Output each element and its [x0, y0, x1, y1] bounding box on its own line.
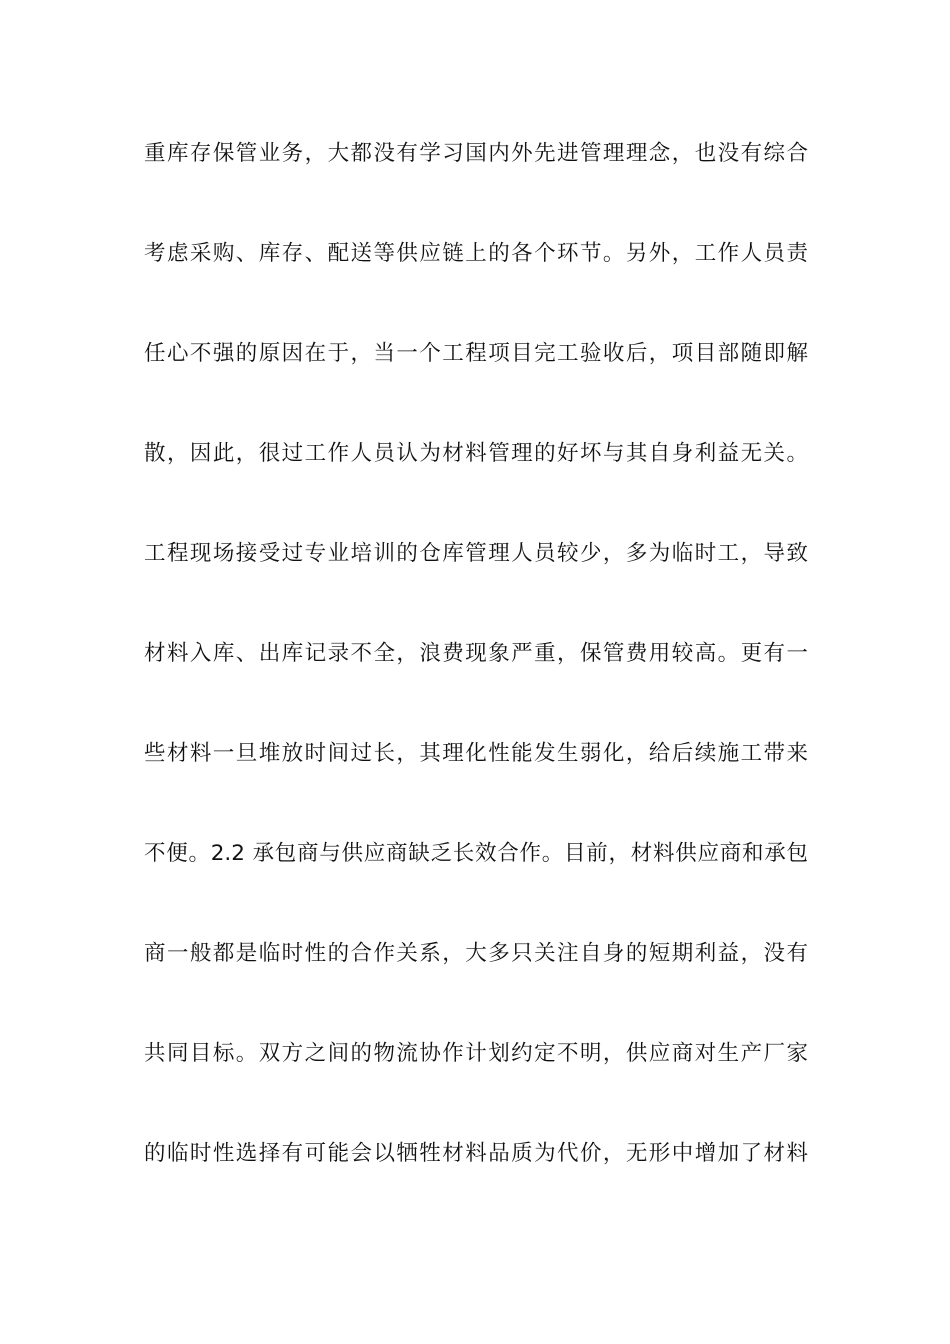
text-line: 任心不强的原因在于，当一个工程项目完工验收后，项目部随即解	[144, 341, 808, 366]
text-line: 重库存保管业务，大都没有学习国内外先进管理理念，也没有综合	[144, 141, 808, 166]
text-line: 散，因此，很过工作人员认为材料管理的好坏与其自身利益无关。	[144, 441, 808, 466]
body-text	[144, 126, 808, 1226]
text-line: 材料入库、出库记录不全，浪费现象严重，保管费用较高。更有一	[144, 641, 808, 666]
text-line: 的临时性选择有可能会以牺牲材料品质为代价，无形中增加了材料	[144, 1141, 808, 1166]
text-line: 商一般都是临时性的合作关系，大多只关注自身的短期利益，没有	[144, 941, 808, 966]
text-line: 共同目标。双方之间的物流协作计划约定不明，供应商对生产厂家	[144, 1041, 808, 1066]
text-line: 考虑采购、库存、配送等供应链上的各个环节。另外，工作人员责	[144, 241, 808, 266]
text-line: 些材料一旦堆放时间过长，其理化性能发生弱化，给后续施工带来	[144, 741, 808, 766]
text-line: 不便。2.2 承包商与供应商缺乏长效合作。目前，材料供应商和承包	[144, 841, 808, 866]
text-line: 工程现场接受过专业培训的仓库管理人员较少，多为临时工，导致	[144, 541, 808, 566]
